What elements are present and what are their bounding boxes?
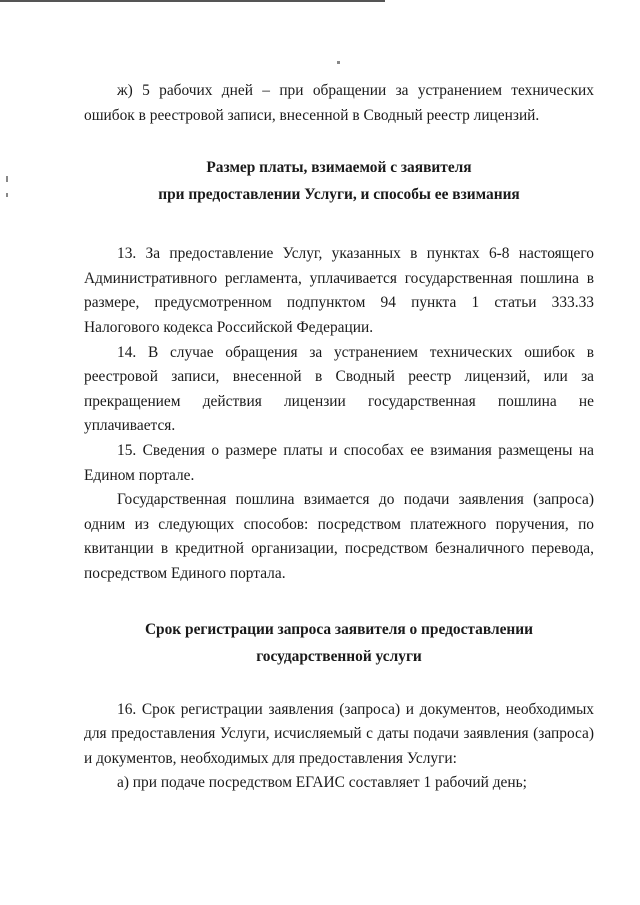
scan-speck	[6, 176, 8, 182]
paragraph-14: 14. В случае обращения за устранением технических ошибок в реестровой записи, внесенной в Сводный реестр лицензий, или за прекращением действия лицензии государственная пошлина не уплачивается.	[84, 343, 594, 435]
list-item-a: а) при подаче посредством ЕГАИС составляет 1 рабочий день;	[117, 774, 527, 792]
document-page	[84, 79, 594, 796]
section-heading-registration-line1: Срок регистрации запроса заявителя о предоставлении	[144, 620, 534, 638]
paragraph-13: 13. За предоставление Услуг, указанных в пунктах 6-8 настоящего Административного регламента, уплачивается государственная пошлина в размере, предусмотренном подпунктом 94 пункта 1 статьи 333.33 Налогового кодекса Российской Федерации.	[84, 245, 594, 336]
paragraph-item-zh: ж) 5 рабочих дней – при обращении за устранением технических ошибок в реестровой записи, внесенной в Сводный реестр лицензий.	[84, 82, 594, 124]
section-heading-fee-line2: при предоставлении Услуги, и способы ее взимания	[158, 186, 520, 204]
paragraph-16: 16. Срок регистрации заявления (запроса) и документов, необходимых для предоставления Услуги, исчисляемый с даты подачи заявления (запроса) и документов, необходимых для предоставления Услуги:	[84, 700, 594, 767]
scan-speck	[6, 193, 8, 197]
section-heading-fee-line1: Размер платы, взимаемой с заявителя	[206, 159, 472, 177]
scan-speck	[337, 61, 340, 64]
section-heading-registration-line2: государственной услуги	[256, 647, 422, 665]
paragraph-state-duty: Государственная пошлина взимается до подачи заявления (запроса) одним из следующих способов: посредством платежного поручения, по квитанции в кредитной организации, посредством безналичного перевода, посредством Единого портала.	[84, 491, 594, 582]
top-edge-rule	[0, 0, 385, 2]
paragraph-15: 15. Сведения о размере платы и способах ее взимания размещены на Едином портале.	[84, 441, 594, 484]
